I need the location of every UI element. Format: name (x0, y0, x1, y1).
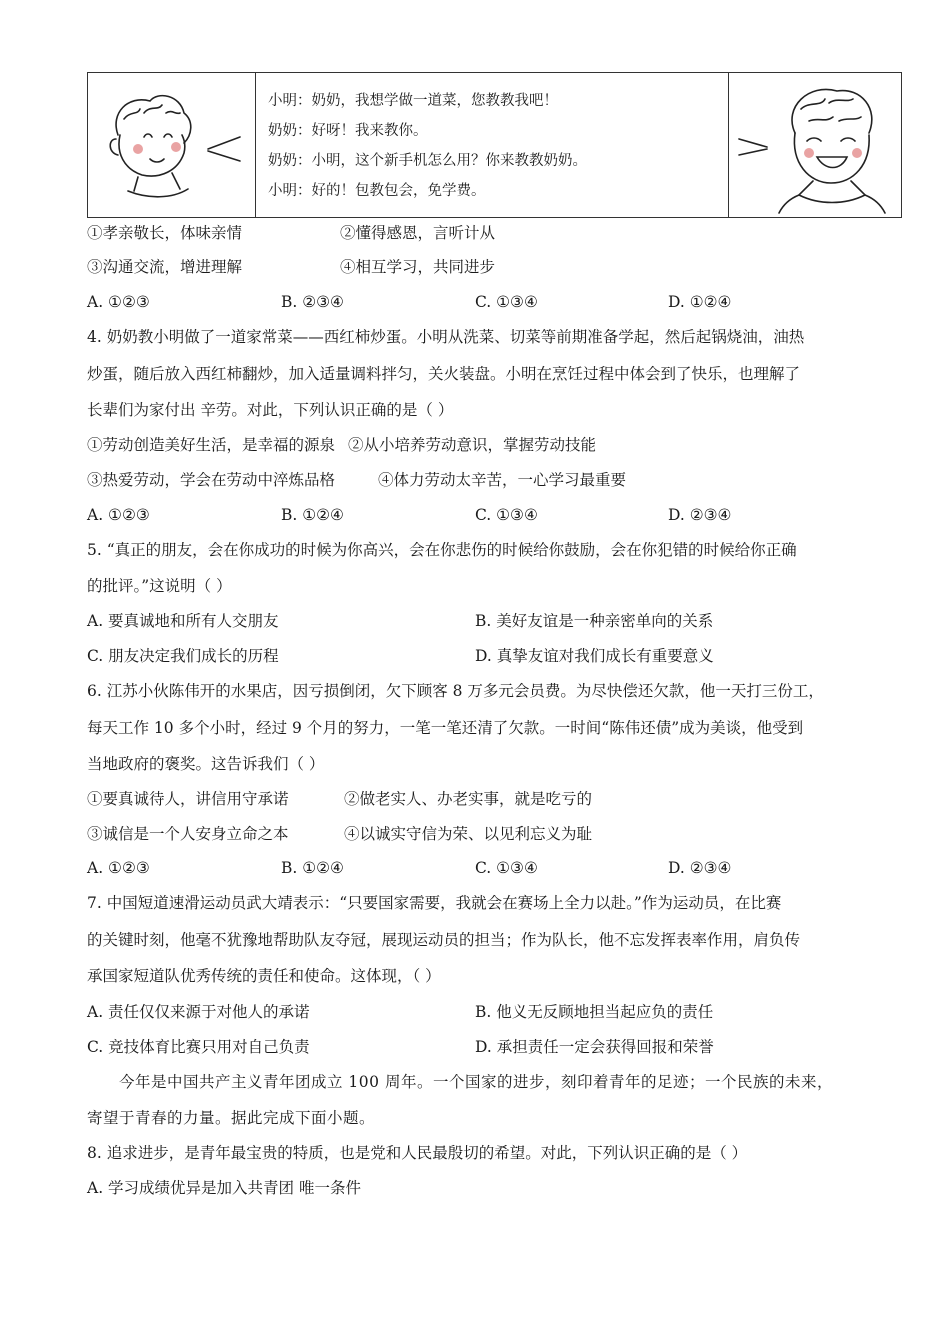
q6-statement: ②做老实人、办老实事，就是吃亏的 (344, 790, 593, 808)
q4-option-a[interactable]: A. ①②③ (87, 506, 150, 524)
q4-statement: ②从小培养劳动意识，掌握劳动技能 (348, 436, 597, 454)
q3-statement: ③沟通交流，增进理解 (87, 258, 243, 276)
q5-option-a[interactable]: A. 要真诚地和所有人交朋友 (87, 612, 279, 630)
q4-option-b[interactable]: B. ①②④ (281, 506, 344, 524)
q5-stem-line: 的批评。”这说明（ ） (87, 577, 232, 595)
q6-stem-line: 当地政府的褒奖。这告诉我们（ ） (87, 755, 325, 773)
q4-option-d[interactable]: D. ②③④ (668, 506, 732, 524)
q7-stem-line: 的关键时刻，他毫不犹豫地帮助队友夺冠，展现运动员的担当；作为队长，他不忘发挥表率作用，肩负传 (87, 931, 801, 949)
q6-statement: ③诚信是一个人安身立命之本 (87, 825, 289, 843)
q3-statement: ①孝亲敬长，体味亲情 (87, 224, 243, 242)
boy-illustration-cell (88, 73, 256, 217)
q4-stem-line: 4. 奶奶教小明做了一道家常菜——西红柿炒蛋。小明从洗菜、切菜等前期准备学起，然后起锅烧油，油热 (87, 328, 805, 346)
q7-stem-line: 承国家短道队优秀传统的责任和使命。这体现，（ ） (87, 967, 441, 985)
q5-option-c[interactable]: C. 朋友决定我们成长的历程 (87, 647, 279, 665)
q6-statement: ④以诚实守信为荣、以见利忘义为耻 (344, 825, 593, 843)
q5-option-b[interactable]: B. 美好友谊是一种亲密单向的关系 (475, 612, 714, 630)
q3-statement: ②懂得感恩，言听计从 (340, 224, 496, 242)
q6-stem-line: 6. 江苏小伙陈伟开的水果店，因亏损倒闭，欠下顾客 8 万多元会员费。为尽快偿还欠款，他一天打三份工， (87, 682, 824, 700)
dialogue-line: 小明：好的！包教包会，免学费。 (268, 183, 486, 199)
q5-option-d[interactable]: D. 真挚友谊对我们成长有重要意义 (475, 647, 714, 665)
q6-option-c[interactable]: C. ①③④ (475, 859, 538, 877)
boy-illustration (88, 73, 254, 217)
q6-option-a[interactable]: A. ①②③ (87, 859, 150, 877)
q3-statement: ④相互学习，共同进步 (340, 258, 496, 276)
q6-option-d[interactable]: D. ②③④ (668, 859, 732, 877)
q8-stem-line: 8. 追求进步，是青年最宝贵的特质，也是党和人民最殷切的希望。对此，下列认识正确的是（ ） (87, 1144, 748, 1162)
grandma-illustration-cell (729, 73, 902, 217)
dialogue-table (87, 72, 902, 218)
q7-option-c[interactable]: C. 竞技体育比赛只用对自己负责 (87, 1038, 310, 1056)
dialogue-line: 奶奶：小明，这个新手机怎么用？你来教教奶奶。 (268, 153, 587, 169)
q6-option-b[interactable]: B. ①②④ (281, 859, 344, 877)
q3-option-b[interactable]: B. ②③④ (281, 293, 344, 311)
q7-option-b[interactable]: B. 他义无反顾地担当起应负的责任 (475, 1003, 714, 1021)
q4-stem-line: 长辈们为家付出 辛劳。对此，下列认识正确的是（ ） (87, 401, 454, 419)
dialogue-text-cell (256, 73, 729, 217)
q3-option-a[interactable]: A. ①②③ (87, 293, 150, 311)
grandma-illustration (729, 73, 901, 217)
q6-statement: ①要真诚待人，讲信用守承诺 (87, 790, 289, 808)
q3-option-d[interactable]: D. ①②④ (668, 293, 732, 311)
q7-stem-line: 7. 中国短道速滑运动员武大靖表示：“只要国家需要，我就会在赛场上全力以赴。”作为运动员，在比赛 (87, 894, 782, 912)
q4-option-c[interactable]: C. ①③④ (475, 506, 538, 524)
dialogue-line: 奶奶：好呀！我来教你。 (268, 123, 428, 139)
passage-line: 寄望于青春的力量。据此完成下面小题。 (87, 1109, 376, 1127)
q4-statement: ①劳动创造美好生活，是幸福的源泉 (87, 436, 336, 454)
q5-stem-line: 5. “真正的朋友，会在你成功的时候为你高兴，会在你悲伤的时候给你鼓励，会在你犯错的时候给你正确 (87, 541, 797, 559)
q4-stem-line: 炒蛋，随后放入西红柿翻炒，加入适量调料拌匀，关火装盘。小明在烹饪过程中体会到了快乐，也理解了 (87, 365, 801, 383)
passage-line: 今年是中国共产主义青年团成立 100 周年。一个国家的进步，刻印着青年的足迹；一个民族的未来， (119, 1073, 833, 1091)
dialogue-line: 小明：奶奶，我想学做一道菜，您教教我吧！ (268, 93, 558, 109)
q6-stem-line: 每天工作 10 多个小时，经过 9 个月的努力，一笔一笔还清了欠款。一时间“陈伟还债”成为美谈，他受到 (87, 719, 804, 737)
q4-statement: ④体力劳动太辛苦，一心学习最重要 (378, 471, 627, 489)
q7-option-a[interactable]: A. 责任仅仅来源于对他人的承诺 (87, 1003, 310, 1021)
q7-option-d[interactable]: D. 承担责任一定会获得回报和荣誉 (475, 1038, 714, 1056)
q8-option-a[interactable]: A. 学习成绩优异是加入共青团 唯一条件 (87, 1179, 361, 1197)
q4-statement: ③热爱劳动，学会在劳动中淬炼品格 (87, 471, 336, 489)
q3-option-c[interactable]: C. ①③④ (475, 293, 538, 311)
